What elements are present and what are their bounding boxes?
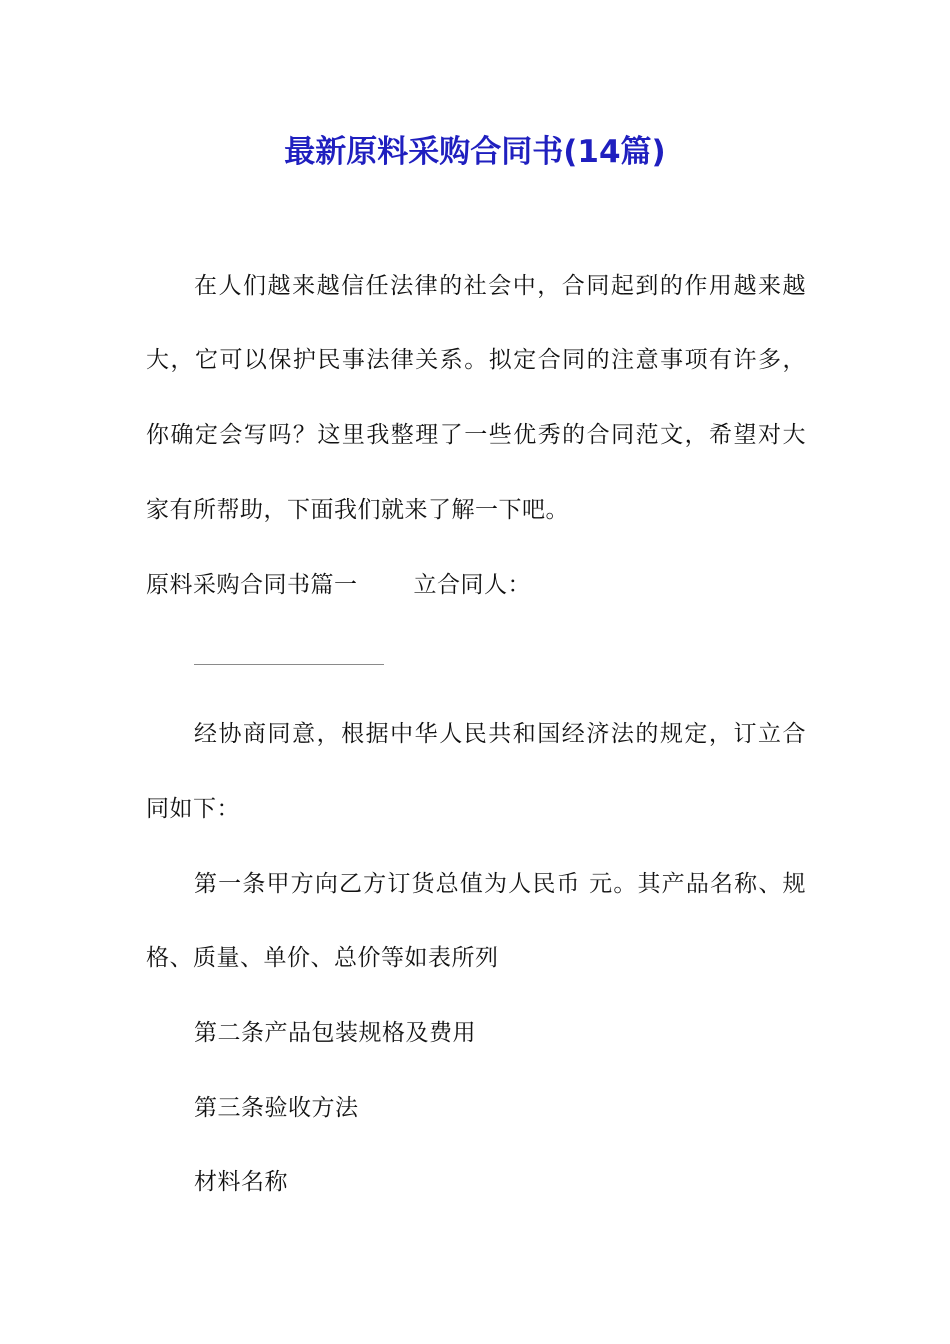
intro-line-4: 家有所帮助，下面我们就来了解一下吧。: [146, 497, 569, 523]
document-title: 最新原料采购合同书(14篇): [284, 134, 666, 170]
intro-line-1: 在人们越来越信任法律的社会中，合同起到的作用越来越: [194, 273, 806, 299]
material-name: 材料名称: [194, 1169, 288, 1195]
section-heading: 原料采购合同书篇一: [146, 572, 358, 598]
article-1-line-2: 格、质量、单价、总价等如表所列: [146, 945, 499, 971]
intro-line-3: 你确定会写吗？这里我整理了一些优秀的合同范文，希望对大: [146, 422, 806, 448]
party-label: 立合同人：: [413, 572, 531, 598]
article-1-line-1: 第一条甲方向乙方订货总值为人民币 元。其产品名称、规: [194, 871, 806, 897]
agree-line-2: 同如下：: [146, 796, 240, 822]
agree-line-1: 经协商同意，根据中华人民共和国经济法的规定，订立合: [194, 721, 806, 747]
party-blank-line: [194, 664, 384, 665]
intro-line-2: 大，它可以保护民事法律关系。拟定合同的注意事项有许多，: [146, 347, 806, 373]
section-heading-row: [146, 570, 806, 600]
article-2: 第二条产品包装规格及费用: [194, 1020, 476, 1046]
article-3: 第三条验收方法: [194, 1095, 359, 1121]
